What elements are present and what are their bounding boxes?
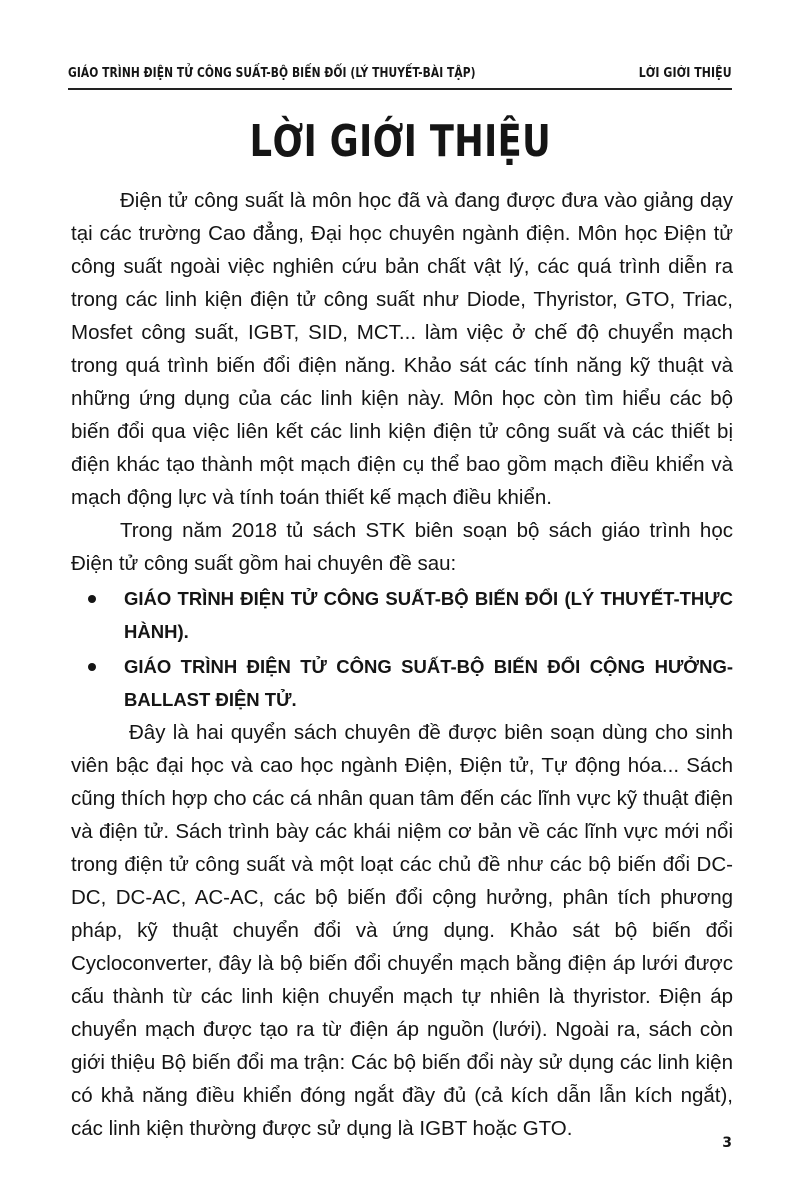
running-header [68,62,732,90]
bullet-icon [88,663,96,671]
paragraph-series: Trong năm 2018 tủ sách STK biên soạn bộ sách giáo trình học Điện tử công suất gồm hai chuyên đề sau: [71,519,733,575]
page-title [0,116,800,168]
body-text [71,184,733,1145]
page-title-text: LỜI GIỚI THIỆU [249,116,551,167]
page-number: 3 [722,1135,732,1151]
paragraph-description: Đây là hai quyển sách chuyên đề được biên soạn dùng cho sinh viên bậc đại học và cao học ngành Điện, Điện tử, Tự động hóa... Sách cũng thích hợp cho các cá nhân quan tâm đến các lĩnh vực kỹ thuật điện và điện tử. Sách trình bày các khái niệm cơ bản về các lĩnh vực mới nổi trong điện tử công suất và một loạt các chủ đề như các bộ biến đổi DC-DC, DC-AC, AC-AC, các bộ biến đổi cộng hưởng, phân tích phương pháp, kỹ thuật chuyển đổi và ứng dụng. Khảo sát bộ biến đổi Cycloconverter, đây là bộ biến đổi chuyển mạch bằng điện áp lưới được cấu thành từ các linh kiện chuyển mạch tự nhiên là thyristor. Điện áp chuyển mạch được tạo ra từ điện áp nguồn (lưới). Ngoài ra, sách còn giới thiệu Bộ biến đổi ma trận: Các bộ biến đổi này sử dụng các linh kiện có khả năng điều khiển đóng ngắt đầy đủ (cả kích dẫn lẫn kích ngắt), các linh kiện thường được sử dụng là IGBT hoặc GTO. [71,721,733,1140]
topic-item [71,650,733,716]
paragraph-intro: Điện tử công suất là môn học đã và đang được đưa vào giảng dạy tại các trường Cao đẳng, Đại học chuyên ngành điện. Môn học Điện tử công suất ngoài việc nghiên cứu bản chất vật lý, các quá trình diễn ra trong các linh kiện điện tử công suất như Diode, Thyristor, GTO, Triac, Mosfet công suất, IGBT, SID, MCT... làm việc ở chế độ chuyển mạch trong quá trình biến đổi điện năng. Khảo sát các tính năng kỹ thuật và những ứng dụng của các linh kiện này. Môn học còn tìm hiểu các bộ biến đổi qua việc liên kết các linh kiện điện tử công suất và các thiết bị điện khác tạo thành một mạch điện cụ thể bao gồm mạch điều khiển và mạch động lực và tính toán thiết kế mạch điều khiển. [71,189,733,509]
bullet-icon [88,595,96,603]
topic-list [71,582,733,716]
topic-item-text: GIÁO TRÌNH ĐIỆN TỬ CÔNG SUẤT-BỘ BIẾN ĐỔI (LÝ THUYẾT-THỰC HÀNH). [124,588,733,642]
topic-item-text: GIÁO TRÌNH ĐIỆN TỬ CÔNG SUẤT-BỘ BIẾN ĐỔI CỘNG HƯỞNG-BALLAST ĐIỆN TỬ. [124,656,733,710]
running-header-book-title: GIÁO TRÌNH ĐIỆN TỬ CÔNG SUẤT-BỘ BIẾN ĐỔI (LÝ THUYẾT-BÀI TẬP) [68,66,476,81]
running-header-section: LỜI GIỚI THIỆU [639,66,732,81]
topic-item [71,582,733,648]
